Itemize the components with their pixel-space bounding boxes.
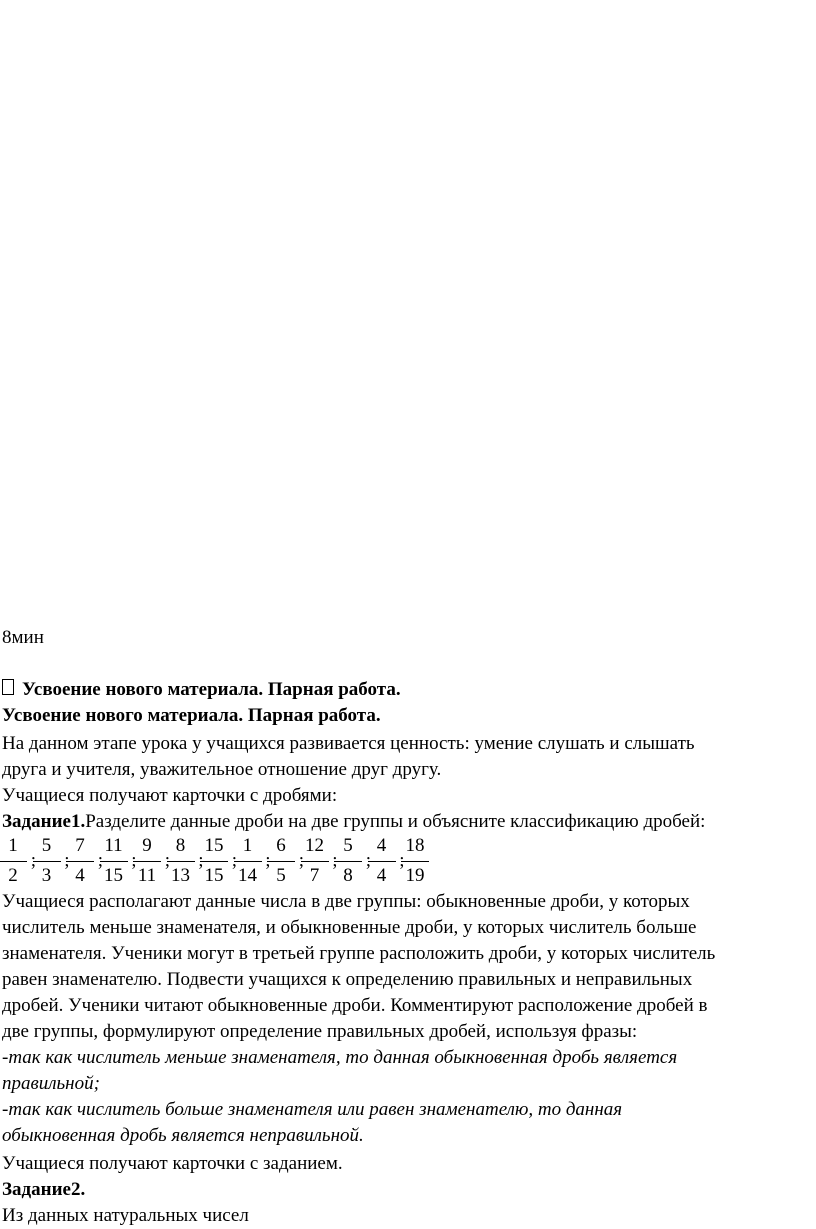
fraction-denominator: 8 [343, 865, 353, 886]
paragraph2-line4: равен знаменателю. Подвести учащихся к определению правильных и неправильных [2, 969, 693, 990]
fraction [30, 834, 64, 888]
fraction-numerator: 9 [142, 835, 152, 856]
fraction-denominator: 3 [41, 865, 52, 886]
fraction-numerator: 1 [242, 835, 253, 856]
fraction-denominator: 7 [309, 865, 320, 886]
paragraph1-line1: На данном этапе урока у учащихся развивается ценность: умение слушать и слышать [2, 733, 695, 754]
fraction [298, 834, 332, 888]
fraction [164, 834, 198, 888]
fraction-denominator: 15 [204, 865, 224, 886]
cards-sentence: Учащиеся получают карточки с дробями: [2, 785, 338, 806]
fraction-bar [267, 861, 295, 862]
task2-label: Задание2. [2, 1179, 86, 1200]
fraction-numerator: 18 [405, 835, 425, 856]
fraction-denominator: 4 [376, 865, 387, 886]
fraction-numerator: 15 [204, 835, 224, 856]
fraction-bar [66, 861, 94, 862]
paragraph2-line5: дробей. Ученики читают обыкновенные дроби. Комментируют расположение дробей в [2, 995, 708, 1016]
fraction-denominator: 19 [405, 865, 425, 886]
fraction-numerator: 11 [104, 835, 123, 856]
fraction [264, 834, 298, 888]
fraction-denominator: 13 [171, 865, 190, 886]
fraction-numerator: 5 [41, 835, 52, 856]
fraction-bar [0, 861, 27, 862]
fraction [331, 834, 365, 888]
fraction-bar [368, 861, 396, 862]
fraction-denominator: 11 [137, 865, 157, 886]
fractions-row [0, 834, 425, 888]
paragraph2-line3: знаменателя. Ученики могут в третьей группе расположить дроби, у которых числитель [2, 943, 716, 964]
fraction-numerator: 1 [8, 835, 18, 856]
fraction-denominator: 4 [75, 865, 85, 886]
fraction-bar [234, 861, 262, 862]
task-cards-sentence: Учащиеся получают карточки с заданием. [2, 1153, 343, 1174]
fraction-bar [200, 861, 228, 862]
fraction-bar [100, 861, 128, 862]
task1-text: Разделите данные дроби на две группы и объясните классификацию дробей: [85, 811, 706, 832]
fraction-denominator: 2 [8, 865, 18, 886]
fraction-numerator: 5 [343, 835, 353, 856]
paragraph2-line1: Учащиеся располагают данные числа в две группы: обыкновенные дроби, у которых [2, 891, 690, 912]
task1-label: Задание1. [2, 811, 86, 832]
italic-phrase1-line1: -так как числитель меньше знаменателя, то данная обыкновенная дробь является [2, 1047, 678, 1068]
fraction-numerator: 7 [75, 835, 85, 856]
paragraph2-line6: две группы, формулируют определение правильных дробей, используя фразы: [2, 1021, 638, 1042]
fraction [63, 834, 97, 888]
fraction-denominator: 14 [238, 865, 257, 886]
fraction-bar [301, 861, 329, 862]
section-heading-bullet: Усвоение нового материала. Парная работа. [22, 679, 401, 700]
fraction [365, 834, 399, 888]
fraction-bar [133, 861, 161, 862]
fraction [197, 834, 231, 888]
fraction [0, 834, 30, 888]
fraction-bar [401, 861, 429, 862]
fraction-numerator: 6 [276, 835, 286, 856]
fraction-denominator: 15 [104, 865, 123, 886]
fraction [398, 834, 432, 888]
fraction [97, 834, 131, 888]
fraction-bar [334, 861, 362, 862]
fraction [231, 834, 265, 888]
bullet-box-icon [2, 679, 14, 695]
time-label: 8мин [2, 627, 44, 648]
fraction-numerator: 12 [305, 835, 324, 856]
italic-phrase1-line2: правильной; [2, 1073, 100, 1094]
fraction-numerator: 8 [175, 835, 186, 856]
section-heading: Усвоение нового материала. Парная работа. [2, 705, 381, 726]
italic-phrase2-line1: -так как числитель больше знаменателя или равен знаменателю, то данная [2, 1099, 623, 1120]
fraction-bar [33, 861, 61, 862]
paragraph1-line2: друга и учителя, уважительное отношение друг другу. [2, 759, 442, 780]
task1-line [2, 809, 705, 835]
fraction-numerator: 4 [376, 835, 387, 856]
fraction-denominator: 5 [276, 865, 286, 886]
fraction [130, 834, 164, 888]
last-line: Из данных натуральных чисел [2, 1205, 249, 1226]
fraction-bar [167, 861, 195, 862]
italic-phrase2-line2: обыкновенная дробь является неправильной. [2, 1125, 364, 1146]
paragraph2-line2: числитель меньше знаменателя, и обыкновенные дроби, у которых числитель больше [2, 917, 697, 938]
